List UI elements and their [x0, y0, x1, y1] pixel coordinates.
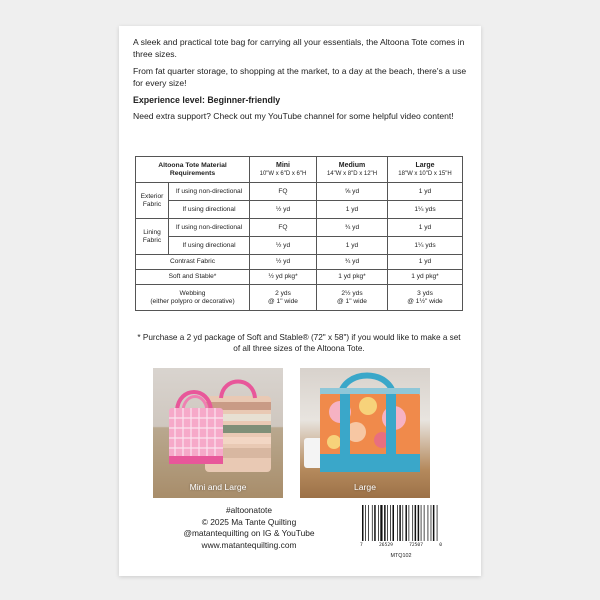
row-label: If using non-directional [169, 183, 250, 201]
group-exterior-fabric: Exterior Fabric [136, 183, 169, 219]
barcode-bar [390, 505, 391, 541]
barcode-bar [378, 505, 379, 541]
barcode-bar [362, 505, 364, 541]
intro-paragraph-1: A sleek and practical tote bag for carrying all your essentials, the Altoona Tote comes in three sizes. [133, 37, 465, 59]
cell-value: 1 yd [388, 219, 463, 237]
cell-value: ½ yd [250, 255, 317, 270]
table-row [136, 285, 463, 311]
size-dims: 10"W x 6"D x 6"H [259, 170, 307, 177]
row-label: If using directional [169, 201, 250, 219]
cell-value: ¾ yd [317, 255, 388, 270]
table-title: Altoona Tote Material Requirements [136, 157, 250, 183]
size-name: Large [415, 161, 435, 169]
cell-value: 1¼ yds [388, 201, 463, 219]
table-row [136, 270, 463, 285]
experience-level: Experience level: Beginner-friendly [133, 95, 281, 105]
table-row [136, 219, 463, 237]
row-label: If using non-directional [169, 219, 250, 237]
pattern-back-cover [119, 26, 481, 576]
photo-caption: Mini and Large [189, 482, 247, 492]
intro-text [133, 37, 467, 129]
size-header-large [388, 157, 463, 183]
intro-paragraph-3: Need extra support? Check out my YouTube channel for some helpful video content! [133, 111, 454, 121]
table-row [136, 201, 463, 219]
cell-value [317, 285, 388, 311]
barcode-bar [397, 505, 398, 541]
barcode-bar [380, 505, 382, 541]
photo-mini-and-large [153, 368, 283, 498]
hashtag: #altoonatote [225, 505, 273, 515]
cell-value: FQ [250, 219, 317, 237]
barcode-bar [412, 505, 413, 541]
size-name: Medium [338, 161, 366, 169]
barcode [360, 505, 442, 559]
cell-line: 2½ yds [341, 289, 363, 297]
size-header-mini [250, 157, 317, 183]
barcode-bar [418, 505, 420, 541]
cell-line: @ 1½" wide [407, 297, 443, 305]
size-dims: 14"W x 8"D x 12"H [326, 170, 378, 177]
barcode-bar [431, 505, 432, 541]
barcode-bar [374, 505, 376, 541]
barcode-bar [433, 505, 435, 541]
barcode-icon [360, 505, 442, 543]
size-name: Mini [276, 161, 290, 169]
cell-line: 3 yds [417, 289, 433, 297]
barcode-bar [421, 505, 422, 541]
table-row [136, 183, 463, 201]
barcode-digit: 72507 [409, 543, 423, 548]
barcode-digits [360, 543, 442, 548]
barcode-bar [365, 505, 366, 541]
barcode-bar [393, 505, 395, 541]
cell-value: 1 yd [317, 237, 388, 255]
cell-line: @ 1" wide [337, 297, 367, 305]
cell-value: 1 yd pkg* [388, 270, 463, 285]
table-row [136, 237, 463, 255]
cell-value: ⅝ yd [317, 183, 388, 201]
barcode-digit: 0 [439, 543, 442, 548]
tote-illustration-icon [153, 368, 283, 498]
barcode-bar [415, 505, 417, 541]
size-header-medium [317, 157, 388, 183]
barcode-bar [368, 505, 369, 541]
group-lining-fabric: Lining Fabric [136, 219, 169, 255]
barcode-bar [372, 505, 373, 541]
barcode-digit: 26529 [379, 543, 393, 548]
barcode-bar [405, 505, 407, 541]
cell-value: 1 yd [388, 183, 463, 201]
cell-value: ½ yd pkg* [250, 270, 317, 285]
social-handle: @matantequilting on IG & YouTube [183, 528, 315, 538]
barcode-bar [424, 505, 425, 541]
cell-value: 1 yd [388, 255, 463, 270]
row-label-webbing [136, 285, 250, 311]
photo-caption: Large [354, 482, 376, 492]
cell-value [388, 285, 463, 311]
barcode-bar [409, 505, 410, 541]
cell-value: ½ yd [250, 237, 317, 255]
row-sublabel: (either polypro or decorative) [150, 297, 235, 305]
soft-and-stable-note: * Purchase a 2 yd package of Soft and Stable® (72" x 58") if you would like to make a set of all three sizes of the Altoona Tote. [137, 333, 461, 353]
website: www.matantequilting.com [201, 539, 297, 550]
product-code: MTQ102 [390, 553, 412, 559]
size-dims: 18"W x 10"D x 15"H [398, 170, 452, 177]
barcode-bar [399, 505, 401, 541]
cell-value [250, 285, 317, 311]
table-row [136, 255, 463, 270]
cell-line: @ 1" wide [268, 297, 298, 305]
cell-value: 1 yd [317, 201, 388, 219]
row-label: Soft and Stable* [136, 270, 250, 285]
cell-value: 1 yd pkg* [317, 270, 388, 285]
cell-line: 2 yds [275, 289, 291, 297]
barcode-bar [387, 505, 388, 541]
row-label: If using directional [169, 237, 250, 255]
intro-paragraph-2: From fat quarter storage, to shopping at the market, to a day at the beach, there's a use for every size! [133, 66, 467, 88]
material-requirements-table [135, 156, 463, 311]
row-label: Contrast Fabric [136, 255, 250, 270]
footer-info [149, 505, 349, 551]
barcode-bar [437, 505, 438, 541]
barcode-bar [402, 505, 403, 541]
photo-large [300, 368, 430, 498]
row-label: Webbing [179, 289, 206, 297]
tote-illustration-icon [300, 368, 430, 498]
barcode-digit: 7 [360, 543, 363, 548]
cell-value: FQ [250, 183, 317, 201]
barcode-bar [428, 505, 429, 541]
copyright: © 2025 Ma Tante Quilting [201, 516, 297, 527]
cell-value: ¾ yd [317, 219, 388, 237]
cell-value: ½ yd [250, 201, 317, 219]
cell-value: 1¼ yds [388, 237, 463, 255]
barcode-bar [384, 505, 386, 541]
